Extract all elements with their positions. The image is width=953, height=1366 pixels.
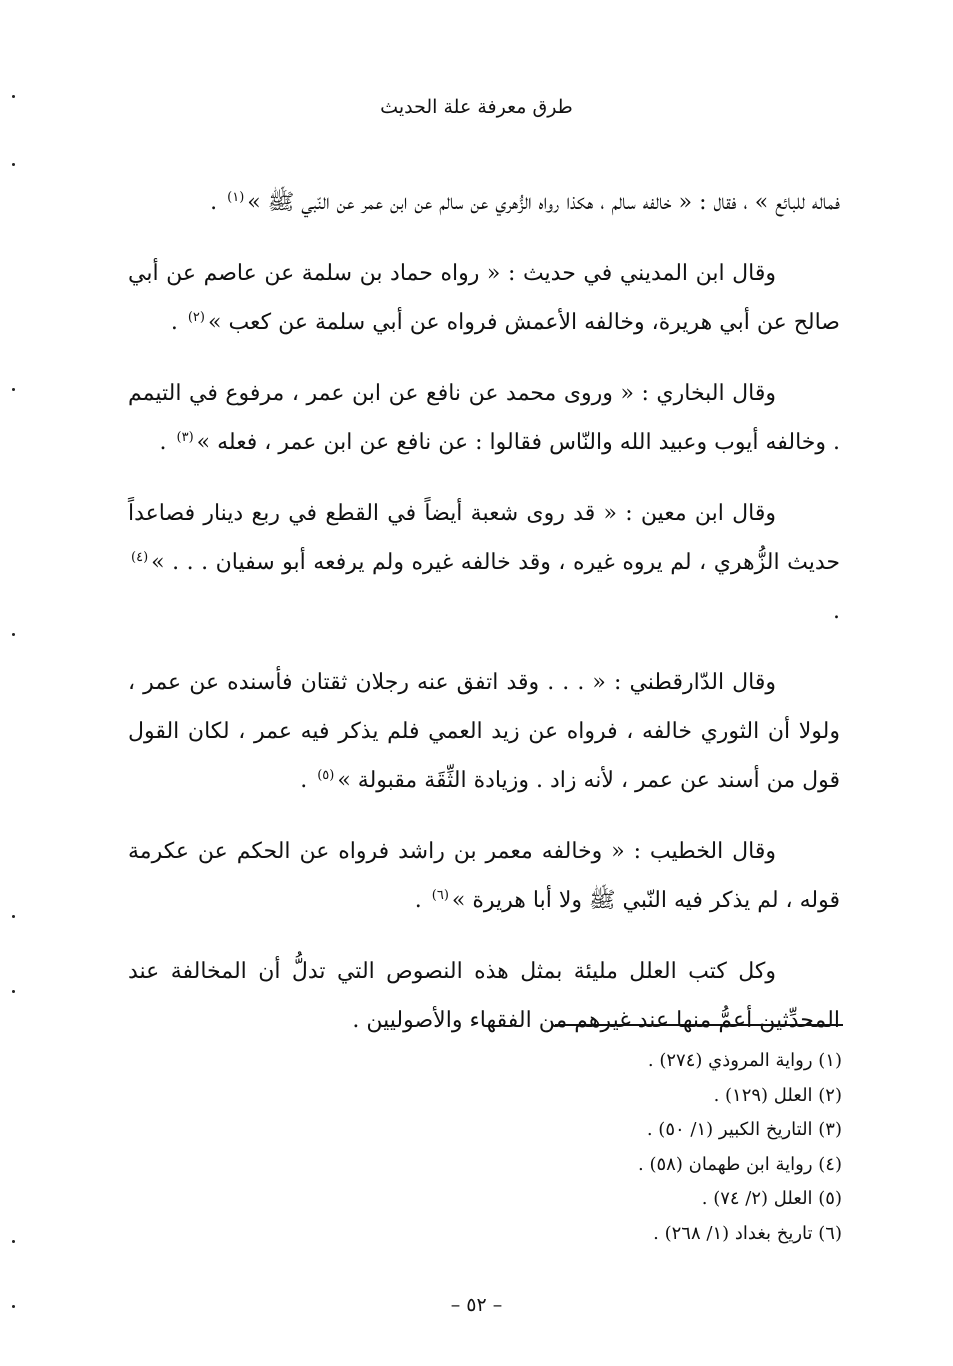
- footnote-separator: [555, 1024, 843, 1026]
- footnote-2: (٢) العلل (١٢٩) .: [713, 1084, 842, 1106]
- paragraph-1: فماله للبائع » ، فقال : « خالفه سالم ، هكذا رواه الزُّهري عن سالم عن ابن عمر عن النّبي ﷺ »$^{(١)}$ .: [210, 189, 840, 215]
- paragraph-4: وقال ابن معين : « قد روى شعبة أيضاً في القطع في ربع دينار فصاعداً حديث الزُّهري ، لم يروه غيره ، وقد خالفه غيره ولم يرفعه أبو سفيان . . . »$^{(٤)}$ .: [128, 501, 840, 624]
- footnote-ref-4: (٤): [131, 549, 149, 565]
- footnote-ref-6: (٦): [431, 887, 449, 903]
- scan-speck: [12, 1240, 15, 1243]
- footnote-ref-3: (٣): [176, 429, 194, 445]
- footnote-ref-5: (٥): [317, 767, 335, 783]
- scan-speck: [12, 95, 15, 98]
- scan-speck: [12, 633, 15, 636]
- footnote-1: (١) رواية المروذي (٢٧٤) .: [647, 1050, 842, 1071]
- footnotes: [470, 1044, 842, 1251]
- footnote-6: (٦) تاريخ بغداد (١/ ٢٦٨) .: [653, 1222, 842, 1244]
- paragraph-2: وقال ابن المديني في حديث : « رواه حماد بن سلمة عن عاصم عن أبي صالح عن أبي هريرة، وخالفه الأعمش فرواه عن أبي سلمة عن كعب »$^{(٢)}$ .: [128, 261, 840, 335]
- footnote-4: (٤) رواية ابن طهمان (٥٨) .: [638, 1153, 842, 1175]
- footnote-3: (٣) التاريخ الكبير (١/ ٥٠) .: [646, 1119, 842, 1140]
- footnote-5: (٥) العلل (٢/ ٧٤) .: [701, 1188, 842, 1209]
- scan-speck: [12, 163, 15, 166]
- page-number: – ٥٢ –: [450, 1294, 503, 1316]
- footnote-ref-1: (١): [227, 189, 245, 205]
- body-text: [128, 178, 840, 1067]
- scan-speck: [12, 1305, 15, 1308]
- scan-speck: [12, 990, 15, 993]
- paragraph-3: وقال البخاري : « وروى محمد عن نافع عن ابن عمر ، مرفوع في التيمم . وخالفه أيوب وعبيد الله والنّاس فقالوا : عن نافع عن ابن عمر ، فعله »$^{(٣)}$ .: [128, 381, 840, 455]
- paragraph-6: وقال الخطيب : « وخالفه معمر بن راشد فرواه عن الحكم عن عكرمة قوله ، لم يذكر فيه النّبي ﷺ ولا أبا هريرة »$^{(٦)}$ .: [128, 839, 840, 913]
- scan-speck: [12, 388, 15, 391]
- scan-speck: [12, 915, 15, 918]
- paragraph-5: وقال الدّارقطني : « . . . وقد اتفق عنه رجلان ثقتان فأسنده عن عمر ، ولولا أن الثوري خالفه ، فرواه عن زيد العمي فلم يذكر فيه عمر ، لكان القول قول من أسند عن عمر ، لأنه زاد . وزيادة الثِّقَة مقبولة »$^{(٥)}$ .: [128, 670, 840, 793]
- footnote-ref-2: (٢): [187, 309, 205, 325]
- running-header: طرق معرفة علة الحديث: [380, 96, 573, 118]
- paragraph-7: وكل كتب العلل مليئة بمثل هذه النصوص التي تدلُّ أن المخالفة عند المحدِّثين أعمُّ منها عند غيرهم من الفقهاء والأصوليين .: [128, 959, 840, 1033]
